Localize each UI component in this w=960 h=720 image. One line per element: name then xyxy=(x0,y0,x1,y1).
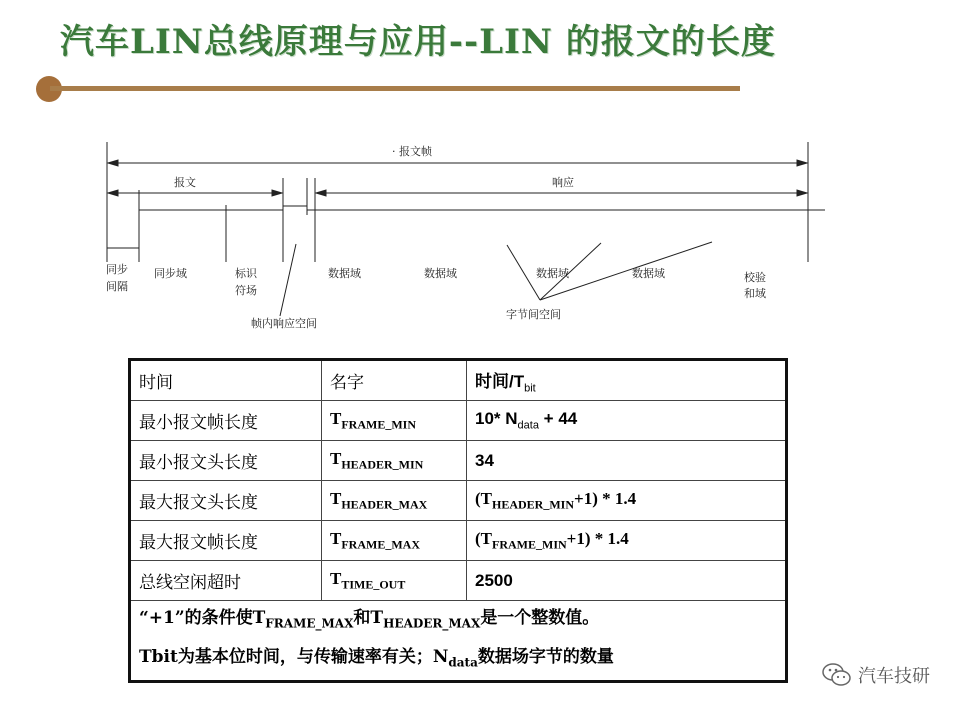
data-field-label-2: 数据域 xyxy=(424,267,457,280)
row-value: 10* $N_{data} + 44$ xyxy=(467,401,787,441)
header-time-per-bit: 时间$/T_{bit}$ xyxy=(467,360,787,401)
header-arrow xyxy=(108,190,282,196)
data-field-label-3: 数据域 xyxy=(536,267,569,280)
data-field-label-1: 数据域 xyxy=(328,267,361,280)
header-name: 名字 xyxy=(322,360,467,401)
sync-break-label-2: 间隔 xyxy=(106,280,128,293)
row-time: 最小报文头长度 xyxy=(130,441,322,481)
header-time: 时间 xyxy=(130,360,322,401)
row-name: $T_{FRAME\_MAX}$ xyxy=(322,521,467,561)
row-time: 总线空闲超时 xyxy=(130,561,322,601)
row-time: 最大报文头长度 xyxy=(130,481,322,521)
row-time: 最小报文帧长度 xyxy=(130,401,322,441)
inframe-space-label: 帧内响应空间 xyxy=(251,317,317,330)
bus-waveform xyxy=(107,206,825,248)
row-name: $T_{HEADER\_MAX}$ xyxy=(322,481,467,521)
table-row xyxy=(130,521,787,561)
row-value: 2500 xyxy=(467,561,787,601)
frame-label: · 报文帧 xyxy=(392,145,432,158)
table-row xyxy=(130,401,787,441)
row-value: 34 xyxy=(467,441,787,481)
page-title: 汽车LIN总线原理与应用--LIN 的报文的长度 xyxy=(60,22,776,62)
checksum-label-1: 校验 xyxy=(744,271,766,284)
lin-frame-diagram xyxy=(0,0,960,350)
row-name: $T_{HEADER\_MIN}$ xyxy=(322,441,467,481)
sync-field-label: 同步域 xyxy=(154,267,187,280)
sync-break-label-1: 同步 xyxy=(106,263,128,276)
checksum-label-2: 和域 xyxy=(744,287,766,300)
row-name: $T_{TIME\_OUT}$ xyxy=(322,561,467,601)
table-note xyxy=(130,601,787,682)
wechat-icon xyxy=(822,662,852,688)
watermark xyxy=(822,662,930,688)
note-line-2: Tbit为基本位时间，与传输速率有关；$N_{data}$数据场字节的数量 xyxy=(139,647,614,670)
table-note-row xyxy=(130,601,787,682)
data-field-label-4: 数据域 xyxy=(632,267,665,280)
frame-arrow xyxy=(108,160,807,166)
response-arrow xyxy=(316,190,807,196)
id-field-label-2: 符场 xyxy=(235,284,257,297)
watermark-text: 汽车技研 xyxy=(858,666,930,687)
byte-space-label: 字节间空间 xyxy=(506,308,561,321)
table-header-row xyxy=(130,360,787,401)
id-field-label-1: 标识 xyxy=(235,267,257,280)
row-time: 最大报文帧长度 xyxy=(130,521,322,561)
response-label: 响应 xyxy=(552,176,574,189)
boundary-lines xyxy=(107,142,808,262)
lin-length-table xyxy=(128,358,788,683)
row-value: $(T_{FRAME\_MIN}+1) * 1.4$ xyxy=(467,521,787,561)
header-label: 报文 xyxy=(174,176,196,189)
note-line-1: “+1”的条件使$T_{FRAME\_MAX}$和$T_{HEADER\_MAX}$是一个整数值。 xyxy=(139,608,600,631)
table-row xyxy=(130,481,787,521)
row-value: $(T_{HEADER\_MIN}+1) * 1.4$ xyxy=(467,481,787,521)
row-name: $T_{FRAME\_MIN}$ xyxy=(322,401,467,441)
table-row xyxy=(130,561,787,601)
table-row xyxy=(130,441,787,481)
